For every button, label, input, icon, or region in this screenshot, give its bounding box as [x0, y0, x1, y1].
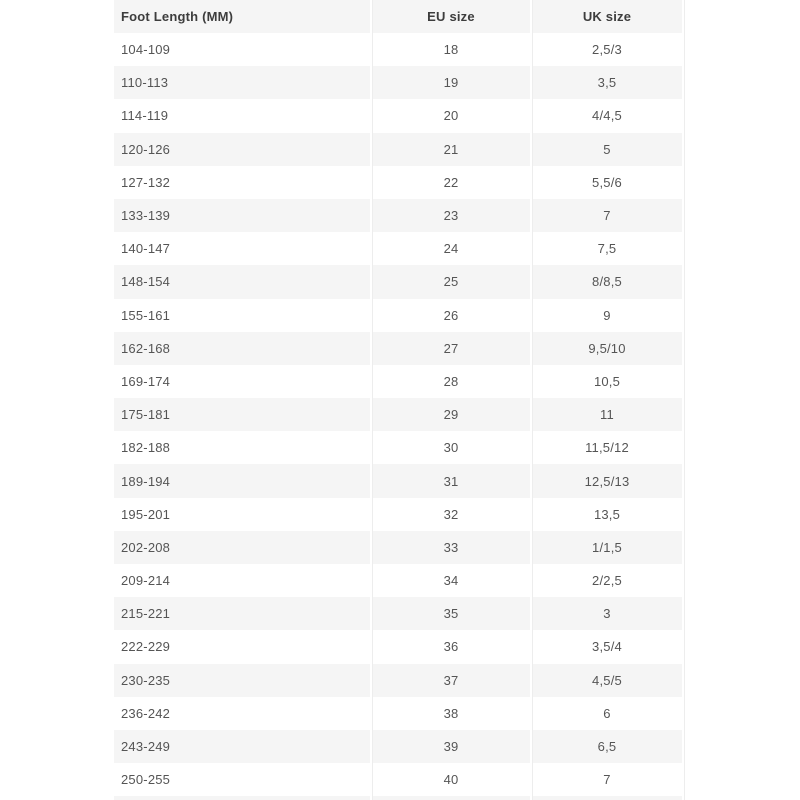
cell-foot-length: 222-229: [114, 630, 370, 663]
cell-uk-size: 4/4,5: [530, 99, 684, 132]
cell-foot-length: 230-235: [114, 664, 370, 697]
partial-next-row: [114, 796, 684, 800]
table-row: [114, 99, 684, 132]
table-row: [114, 199, 684, 232]
cell-eu-size: 31: [370, 464, 530, 497]
column-header-uk-size: UK size: [530, 0, 684, 33]
cell-foot-length: 114-119: [114, 99, 370, 132]
table-row: [114, 597, 684, 630]
cell-uk-size: 6,5: [530, 730, 684, 763]
cell-foot-length: 169-174: [114, 365, 370, 398]
cell-eu-size: 25: [370, 265, 530, 298]
table-row: [114, 66, 684, 99]
cell-uk-size: 11: [530, 398, 684, 431]
table-row: [114, 332, 684, 365]
table-row: [114, 531, 684, 564]
cell-eu-size: 18: [370, 33, 530, 66]
cell-uk-size: 11,5/12: [530, 431, 684, 464]
table-row: [114, 464, 684, 497]
cell-eu-size: 37: [370, 664, 530, 697]
table-row: [114, 730, 684, 763]
cell-uk-size: 2,5/3: [530, 33, 684, 66]
cell-foot-length: 127-132: [114, 166, 370, 199]
table-row: [114, 133, 684, 166]
table-row: [114, 630, 684, 663]
cell-foot-length: 195-201: [114, 498, 370, 531]
cell-uk-size: 5: [530, 133, 684, 166]
cell-foot-length: 148-154: [114, 265, 370, 298]
cell-uk-size: 3: [530, 597, 684, 630]
cell-foot-length: 155-161: [114, 299, 370, 332]
size-conversion-table-wrap: [114, 0, 685, 800]
empty-cell: [114, 796, 370, 800]
cell-uk-size: 13,5: [530, 498, 684, 531]
cell-eu-size: 29: [370, 398, 530, 431]
cell-uk-size: 8/8,5: [530, 265, 684, 298]
cell-uk-size: 7: [530, 763, 684, 796]
cell-foot-length: 236-242: [114, 697, 370, 730]
cell-foot-length: 243-249: [114, 730, 370, 763]
cell-eu-size: 40: [370, 763, 530, 796]
table-row: [114, 664, 684, 697]
size-conversion-table: [114, 0, 685, 800]
cell-eu-size: 39: [370, 730, 530, 763]
table-row: [114, 398, 684, 431]
table-header: [114, 0, 684, 33]
cell-eu-size: 24: [370, 232, 530, 265]
table-row: [114, 431, 684, 464]
cell-eu-size: 28: [370, 365, 530, 398]
cell-eu-size: 21: [370, 133, 530, 166]
table-row: [114, 232, 684, 265]
cell-uk-size: 7: [530, 199, 684, 232]
cell-eu-size: 22: [370, 166, 530, 199]
cell-uk-size: 3,5: [530, 66, 684, 99]
cell-foot-length: 110-113: [114, 66, 370, 99]
cell-uk-size: 5,5/6: [530, 166, 684, 199]
cell-eu-size: 27: [370, 332, 530, 365]
cell-uk-size: 1/1,5: [530, 531, 684, 564]
cell-uk-size: 2/2,5: [530, 564, 684, 597]
cell-uk-size: 10,5: [530, 365, 684, 398]
cell-eu-size: 35: [370, 597, 530, 630]
table-row: [114, 498, 684, 531]
cell-eu-size: 38: [370, 697, 530, 730]
table-row: [114, 299, 684, 332]
table-row: [114, 763, 684, 796]
empty-cell: [370, 796, 530, 800]
cell-foot-length: 104-109: [114, 33, 370, 66]
cell-eu-size: 19: [370, 66, 530, 99]
empty-cell: [530, 796, 684, 800]
column-header-foot-length: Foot Length (MM): [114, 0, 370, 33]
cell-uk-size: 9,5/10: [530, 332, 684, 365]
cell-eu-size: 23: [370, 199, 530, 232]
table-row: [114, 265, 684, 298]
table-row: [114, 697, 684, 730]
cell-foot-length: 182-188: [114, 431, 370, 464]
cell-uk-size: 12,5/13: [530, 464, 684, 497]
cell-uk-size: 9: [530, 299, 684, 332]
cell-eu-size: 20: [370, 99, 530, 132]
cell-eu-size: 36: [370, 630, 530, 663]
cell-foot-length: 133-139: [114, 199, 370, 232]
cell-uk-size: 4,5/5: [530, 664, 684, 697]
table-row: [114, 365, 684, 398]
cell-eu-size: 33: [370, 531, 530, 564]
cell-foot-length: 189-194: [114, 464, 370, 497]
cell-eu-size: 34: [370, 564, 530, 597]
cell-uk-size: 7,5: [530, 232, 684, 265]
table-row: [114, 33, 684, 66]
cell-foot-length: 175-181: [114, 398, 370, 431]
table-row: [114, 166, 684, 199]
cell-uk-size: 6: [530, 697, 684, 730]
cell-eu-size: 32: [370, 498, 530, 531]
cell-eu-size: 30: [370, 431, 530, 464]
header-row: [114, 0, 684, 33]
cell-foot-length: 202-208: [114, 531, 370, 564]
table-body: [114, 33, 684, 800]
cell-foot-length: 250-255: [114, 763, 370, 796]
cell-foot-length: 215-221: [114, 597, 370, 630]
cell-foot-length: 209-214: [114, 564, 370, 597]
table-row: [114, 564, 684, 597]
cell-eu-size: 26: [370, 299, 530, 332]
cell-foot-length: 162-168: [114, 332, 370, 365]
cell-foot-length: 140-147: [114, 232, 370, 265]
cell-uk-size: 3,5/4: [530, 630, 684, 663]
cell-foot-length: 120-126: [114, 133, 370, 166]
column-header-eu-size: EU size: [370, 0, 530, 33]
